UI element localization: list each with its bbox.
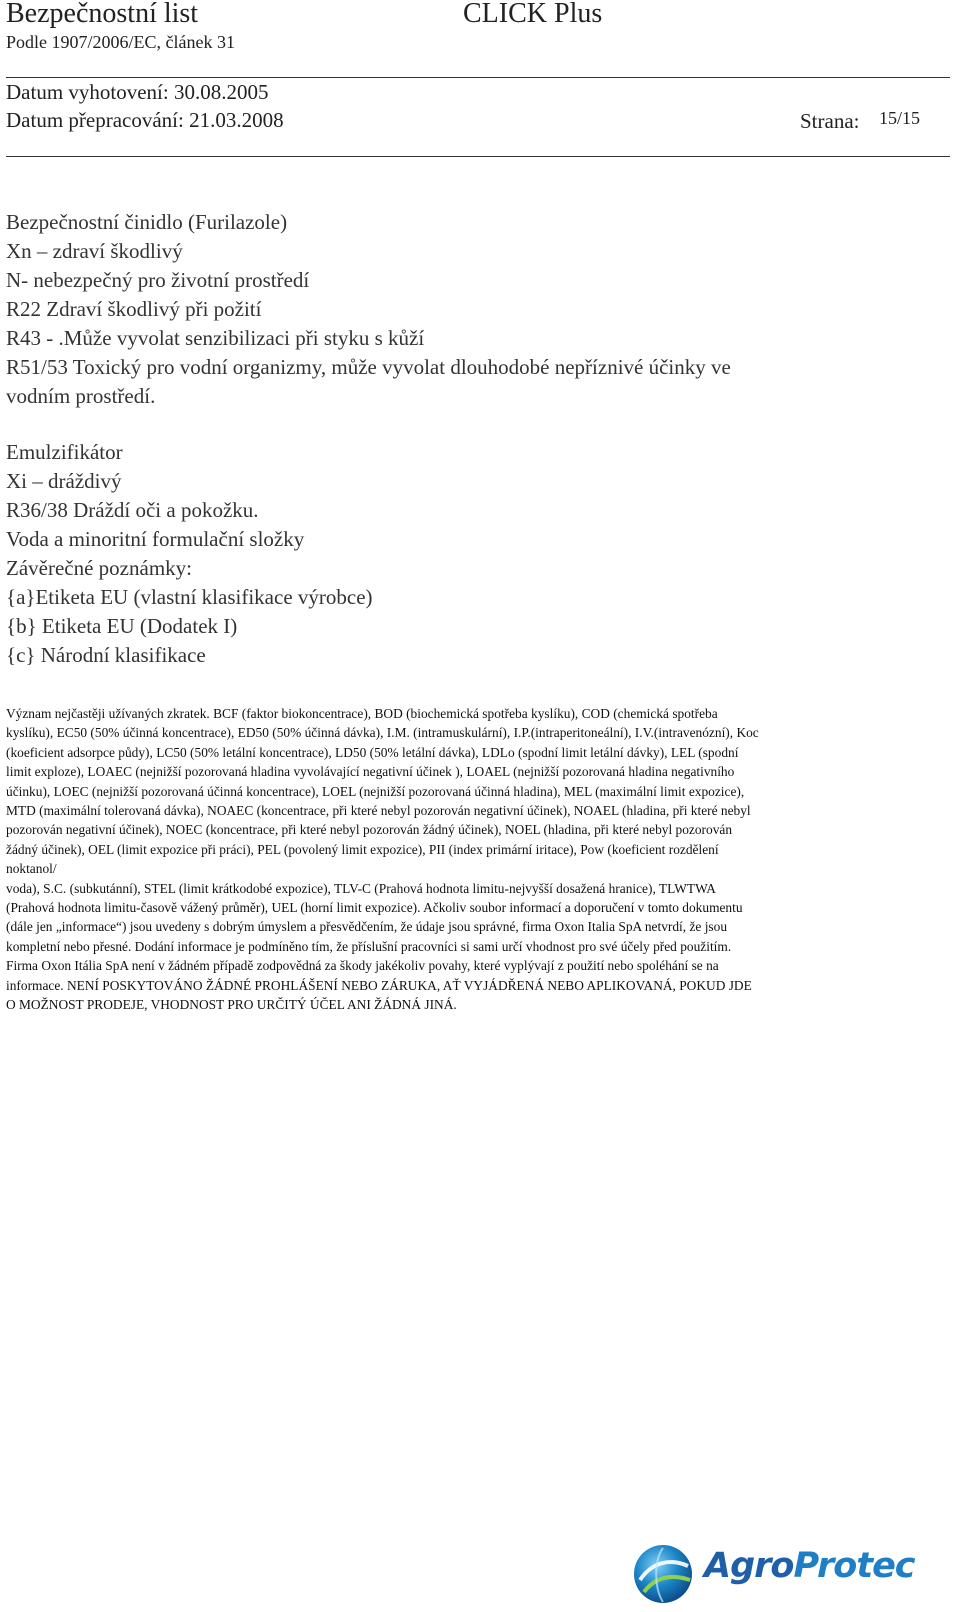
globe-icon bbox=[630, 1540, 696, 1606]
text-line: R36/38 Dráždí oči a pokožku. bbox=[6, 498, 259, 522]
abbreviations-disclaimer bbox=[6, 704, 940, 1015]
text-line: Emulzifikátor bbox=[6, 440, 123, 464]
paragraph-gap bbox=[6, 411, 936, 438]
text-line: N- nebezpečný pro životní prostředí bbox=[6, 268, 310, 292]
small-line: žádný účinek), OEL (limit expozice při práci), PEL (povolený limit expozice), PII (index primární iritace), Pow (koeficient rozdělení bbox=[6, 841, 719, 857]
header-divider-bottom bbox=[6, 156, 950, 157]
logo-word-agro: Agro bbox=[704, 1546, 794, 1586]
text-line: R22 Zdraví škodlivý při požití bbox=[6, 297, 262, 321]
page-label: Strana: bbox=[800, 109, 860, 133]
logo-word-protec: Protec bbox=[793, 1546, 915, 1586]
creation-date: Datum vyhotovení: 30.08.2005 bbox=[6, 80, 269, 104]
header-divider-top bbox=[6, 77, 950, 78]
small-line: limit exploze), LOAEC (nejnižší pozorovaná hladina vyvolávající negativní účinek ), LOAEL (nejnižší pozorovaná hladina negativního bbox=[6, 764, 735, 780]
small-line: voda), S.C. (subkutánní), STEL (limit krátkodobé expozice), TLV-C (Prahová hodnota limitu-nejvyšší dosažená hranice), TLWTWA bbox=[6, 880, 716, 896]
small-line: (koeficient adsorpce půdy), LC50 (50% letální koncentrace), LD50 (50% letální dávka), LDLo (spodní limit letální dávky), LEL (spodní bbox=[6, 744, 739, 760]
text-line: {b} Etiketa EU (Dodatek I) bbox=[6, 614, 238, 638]
small-line: kyslíku), EC50 (50% účinná koncentrace), ED50 (50% účinná dávka), I.M. (intramuskulární), I.P.(intraperitoneální), I.V.(intravenózní), Koc bbox=[6, 725, 759, 741]
small-line: kompletní nebo přesné. Dodání informace je podmíněno tím, že příslušní pracovníci si sami určí vhodnost pro své účely před použitím. bbox=[6, 938, 732, 954]
small-line: noktanol/ bbox=[6, 861, 57, 877]
text-line: R43 - .Může vyvolat senzibilizaci při styku s kůží bbox=[6, 326, 425, 350]
revision-date: Datum přepracování: 21.03.2008 bbox=[6, 108, 284, 132]
text-line: Závěrečné poznámky: bbox=[6, 556, 192, 580]
regulation-reference: Podle 1907/2006/EC, článek 31 bbox=[6, 32, 235, 52]
text-line: Xi – dráždivý bbox=[6, 469, 122, 493]
text-line: Xn – zdraví škodlivý bbox=[6, 239, 183, 263]
agroprotec-logo bbox=[630, 1540, 950, 1606]
product-name: CLICK Plus bbox=[463, 0, 603, 29]
text-line: vodním prostředí. bbox=[6, 384, 156, 408]
text-line: Voda a minoritní formulační složky bbox=[6, 527, 305, 551]
document-title: Bezpečnostní list bbox=[6, 0, 199, 29]
text-line: R51/53 Toxický pro vodní organizmy, může vyvolat dlouhodobé nepříznivé účinky ve bbox=[6, 355, 731, 379]
small-line: účinku), LOEC (nejnižší pozorovaná účinná koncentrace), LOEL (nejnižší pozorovaná účinná hladina), MEL (maximální limit expozice), bbox=[6, 783, 745, 799]
small-line: informace. NENÍ POSKYTOVÁNO ŽÁDNÉ PROHLÁŠENÍ NEBO ZÁRUKA, AŤ VYJÁDŘENÁ NEBO APLIKOVANÁ, POKUD JDE bbox=[6, 977, 752, 993]
small-line: MTD (maximální tolerovaná dávka), NOAEC (koncentrace, při které nebyl pozorován negativní účinek), NOAEL (hladina, při které nebyl bbox=[6, 803, 751, 819]
text-line: {a}Etiketa EU (vlastní klasifikace výrobce) bbox=[6, 585, 373, 609]
page-number: 15/15 bbox=[879, 108, 921, 128]
small-line: pozorován negativní účinek), NOEC (koncentrace, při které nebyl pozorován žádný účinek), NOEL (hladina, při které nebyl pozorován bbox=[6, 822, 733, 838]
small-line: (dále jen „informace“) jsou uvedeny s dobrým úmyslem a přesvědčením, že údaje jsou správné, firma Oxon Italia SpA netvrdí, že jsou bbox=[6, 919, 728, 935]
text-line: {c} Národní klasifikace bbox=[6, 643, 206, 667]
small-line: Firma Oxon Itália SpA není v žádném případě zodpovědná za škody jakékoliv povahy, které vyplývají z použití nebo spoléhání se na bbox=[6, 958, 719, 974]
hazard-info bbox=[6, 208, 936, 670]
small-line: Význam nejčastěji užívaných zkratek. BCF (faktor biokoncentrace), BOD (biochemická spotřeba kyslíku), COD (chemická spotřeba bbox=[6, 706, 718, 721]
small-line: O MOŽNOST PRODEJE, VHODNOST PRO URČITÝ ÚČEL ANI ŽÁDNÁ JINÁ. bbox=[6, 997, 457, 1013]
small-line: (Prahová hodnota limitu-časově vážený průměr), UEL (horní limit expozice). Ačkoliv soubor informací a doporučení v tomto dokumentu bbox=[6, 900, 743, 916]
text-line: Bezpečnostní činidlo (Furilazole) bbox=[6, 210, 288, 234]
logo-wordmark bbox=[704, 1546, 915, 1586]
